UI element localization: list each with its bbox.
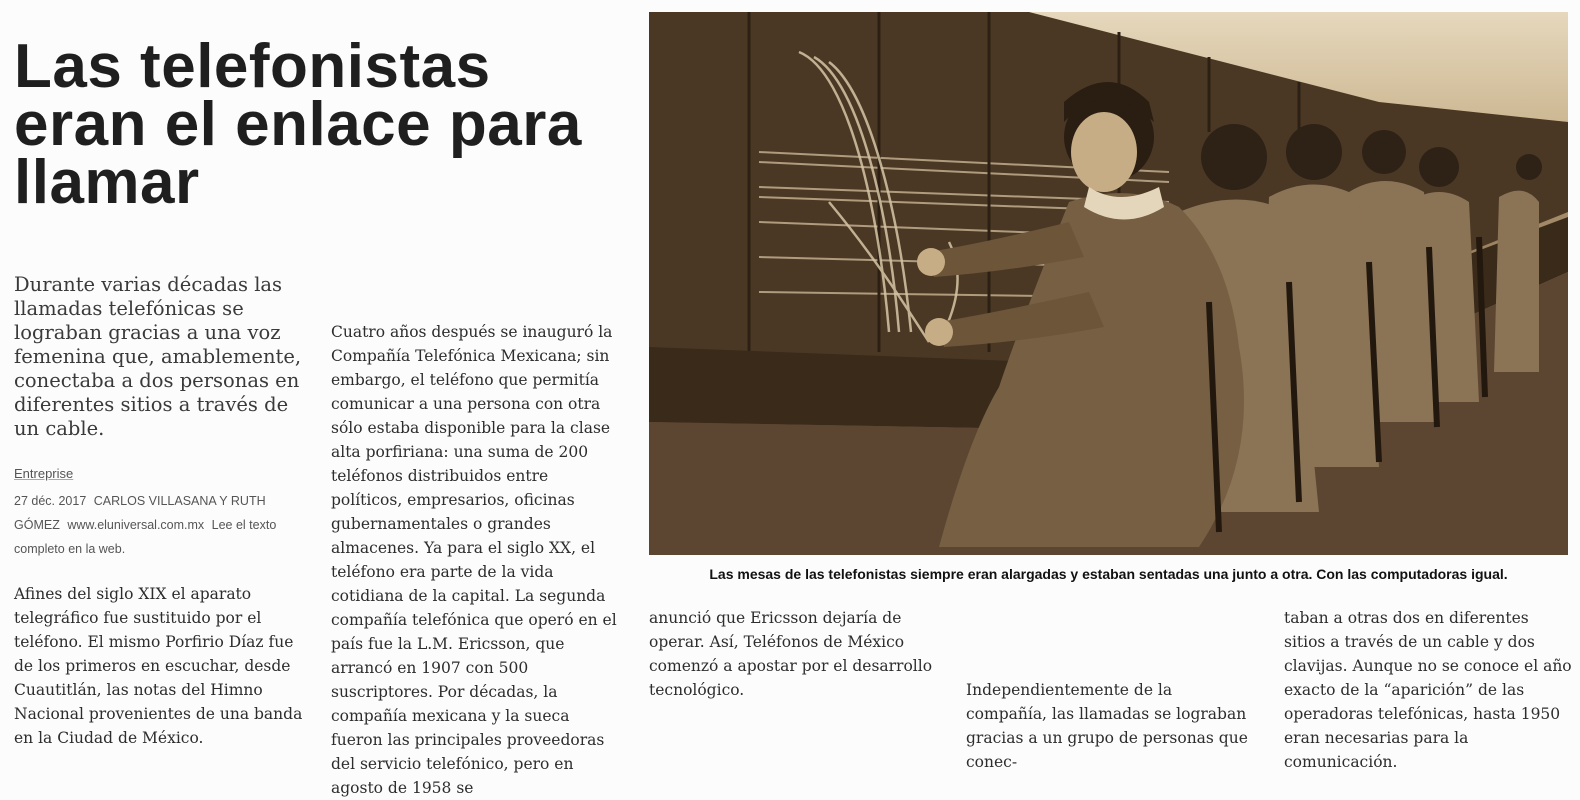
body-column-5: taban a otras dos en diferentes sitios a través de un cable y dos clavijas. Aunque no se conoce el año exacto de la “aparición” de las operadoras telefónicas, hasta 1950 eran necesarias para la comunicación. (1284, 609, 1572, 771)
read-more-link[interactable]: Lee el texto completo en la web. (14, 518, 277, 556)
article-lead: Durante varias décadas las llamadas telefónicas se lograban gracias a una voz femenina que, amablemente, conectaba a dos personas en diferentes sitios a través de un cable. (14, 273, 302, 440)
photo-caption: Las mesas de las telefonistas siempre eran alargadas y estaban sentadas una junto a otra. Con las computadoras igual. (709, 566, 1508, 582)
article-headline: Las telefonistas eran el enlace para llamar (14, 32, 582, 217)
switchboard-photo (649, 12, 1568, 555)
article-meta (14, 489, 299, 561)
source-link[interactable]: www.eluniversal.com.mx (67, 518, 205, 532)
body-column-2: Cuatro años después se inauguró la Compañía Telefónica Mexicana; sin embargo, el teléfono que permitía comunicar a una persona con otra sólo estaba disponible para la clase alta porfiriana: una suma de 200 teléfonos distribuidos entre políticos, empresarios, oficinas gubernamentales o grandes almacenes. Ya para el siglo XX, el teléfono era parte de la vida cotidiana de la capital. La segunda compañía telefónica que operó en el país fue la L.M. Ericsson, que arrancó en 1907 con 500 suscriptores. Por décadas, la compañía mexicana y la sueca fueron las principales proveedoras del servicio telefónico, pero en agosto de 1958 se (331, 323, 617, 797)
body-column-1: Afines del siglo XIX el aparato telegráfico fue sustituido por el teléfono. El mismo Porfirio Díaz fue de los primeros en escuchar, desde Cuautitlán, las notas del Himno Nacional provenientes de una banda en la Ciudad de México. (14, 585, 303, 747)
body-column-3: anunció que Ericsson dejaría de operar. Así, Teléfonos de México comenzó a apostar por el desarrollo tecnológico. (649, 609, 933, 699)
body-column-4: Independientemente de la compañía, las llamadas se lograban gracias a un grupo de personas que conec- (966, 681, 1248, 771)
publish-date: 27 déc. 2017 (14, 494, 87, 508)
section-link[interactable]: Entreprise (14, 466, 74, 481)
authors: CARLOS VILLASANA Y RUTH GÓMEZ (14, 494, 266, 532)
